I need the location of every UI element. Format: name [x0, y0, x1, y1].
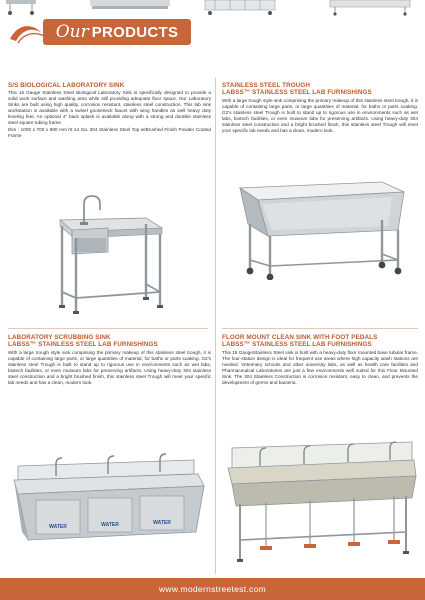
banner-word-products: PRODUCTS: [91, 23, 179, 41]
front-panel-label: WATER: [49, 524, 67, 530]
front-panel-label: WATER: [153, 520, 171, 526]
product-dimensions: Dim : 1000 x 700 x 900 mm ht 14 Ga. 304 Stainless Steel Top w/Brushed Finish Powder Coated Frame: [8, 127, 211, 139]
product-card-biological-sink: [8, 82, 211, 139]
row-divider-right: [222, 328, 418, 329]
product-subtitle: LABSS™ STAINLESS STEEL LAB FURNISHINGS: [222, 341, 372, 349]
product-description: This 16 Gauge Stainless Steel Biological Laboratory Sink is specifically designed to provide a solid work surface and washing area while still providing adequate floor space. Our Laboratory Sinks are built using high quality, corrosion resistant, stainless steel construction. This lab sink workstation is available with a swivel gooseneck faucet with wing handles as well heavy duty leveling feet. An optional 4" back splash is available along with a strong and durable stainless steel square tubing frame.: [8, 90, 211, 126]
product-card-floor-mount-sink: [222, 334, 418, 386]
product-description: With a large trough style sink comprising the primary makeup of this stainless steel trough, it is capable of containing large parts, or large quantities of material, for baths or parts soaking. G2's stainless steel Trough is built to stand up to rigorous use in environments such as wet labs, biotech facilities, or even museum labs for preserving artifacts. Using heavy-duty 304 stainless steel construction and a bright brushed finish, this stainless steel Trough will meet your specific lab needs and has a clean, modern look.: [8, 349, 211, 385]
product-card-scrubbing-sink: [8, 334, 211, 386]
footer-url-link[interactable]: www.modernstreetest.com: [158, 584, 267, 594]
products-banner: [43, 19, 191, 45]
product-image-scrubbing-sink: [8, 440, 208, 560]
product-title: FLOOR MOUNT CLEAN SINK WITH FOOT PEDALS: [222, 334, 378, 341]
row-divider-left: [8, 328, 208, 329]
product-image-floor-mount-sink: [226, 428, 418, 568]
product-title: LABORATORY SCRUBBING SINK: [8, 334, 111, 341]
column-divider: [215, 78, 216, 574]
product-image-steel-trough: [232, 170, 412, 280]
header: [0, 14, 425, 48]
product-description: With a large trough style sink comprising the primary makeup of this stainless steel trough, it is capable of containing large parts, or large quantities of material, for baths or parts soaking. G2's stainless steel Trough is built to stand up to rigorous use in environments such as wet labs, biotech facilities, or even museum labs for preserving artifacts. Using heavy-duty 304 stainless steel construction and a bright brushed finish, this stainless steel Trough will meet your specific lab needs and has a clean, modern look.: [222, 97, 418, 133]
product-card-steel-trough: [222, 82, 418, 134]
product-image-biological-sink: [50, 180, 170, 315]
banner-word-our: Our: [55, 22, 89, 42]
swirl-ornament-icon: [8, 19, 48, 45]
product-title: STAINLESS STEEL TROUGH: [222, 82, 311, 89]
product-subtitle: LABSS™ STAINLESS STEEL LAB FURNISHINGS: [222, 89, 372, 97]
product-title: S/S BIOLOGICAL LABORATORY SINK: [8, 82, 125, 89]
product-subtitle: LABSS™ STAINLESS STEEL LAB FURNISHINGS: [8, 341, 158, 349]
product-description: This 16 GaugeStainless Steel sink is built with a heavy-duty floor mounted base tubular frame. The four-station design is ideal for frequent use areas where high capacity wash stations are needed. Veterinary schools and other university labs, as well as health care facilities and Pharmaceutical Laboratories are just a few environments well suited for this Floor Mounted Sink. The 304 Stainless Construction is corrosion resistant, easy to clean, and prevents the development of germs and bacteria.: [222, 349, 418, 385]
footer-bar: [0, 578, 425, 600]
front-panel-label: WATER: [101, 522, 119, 528]
